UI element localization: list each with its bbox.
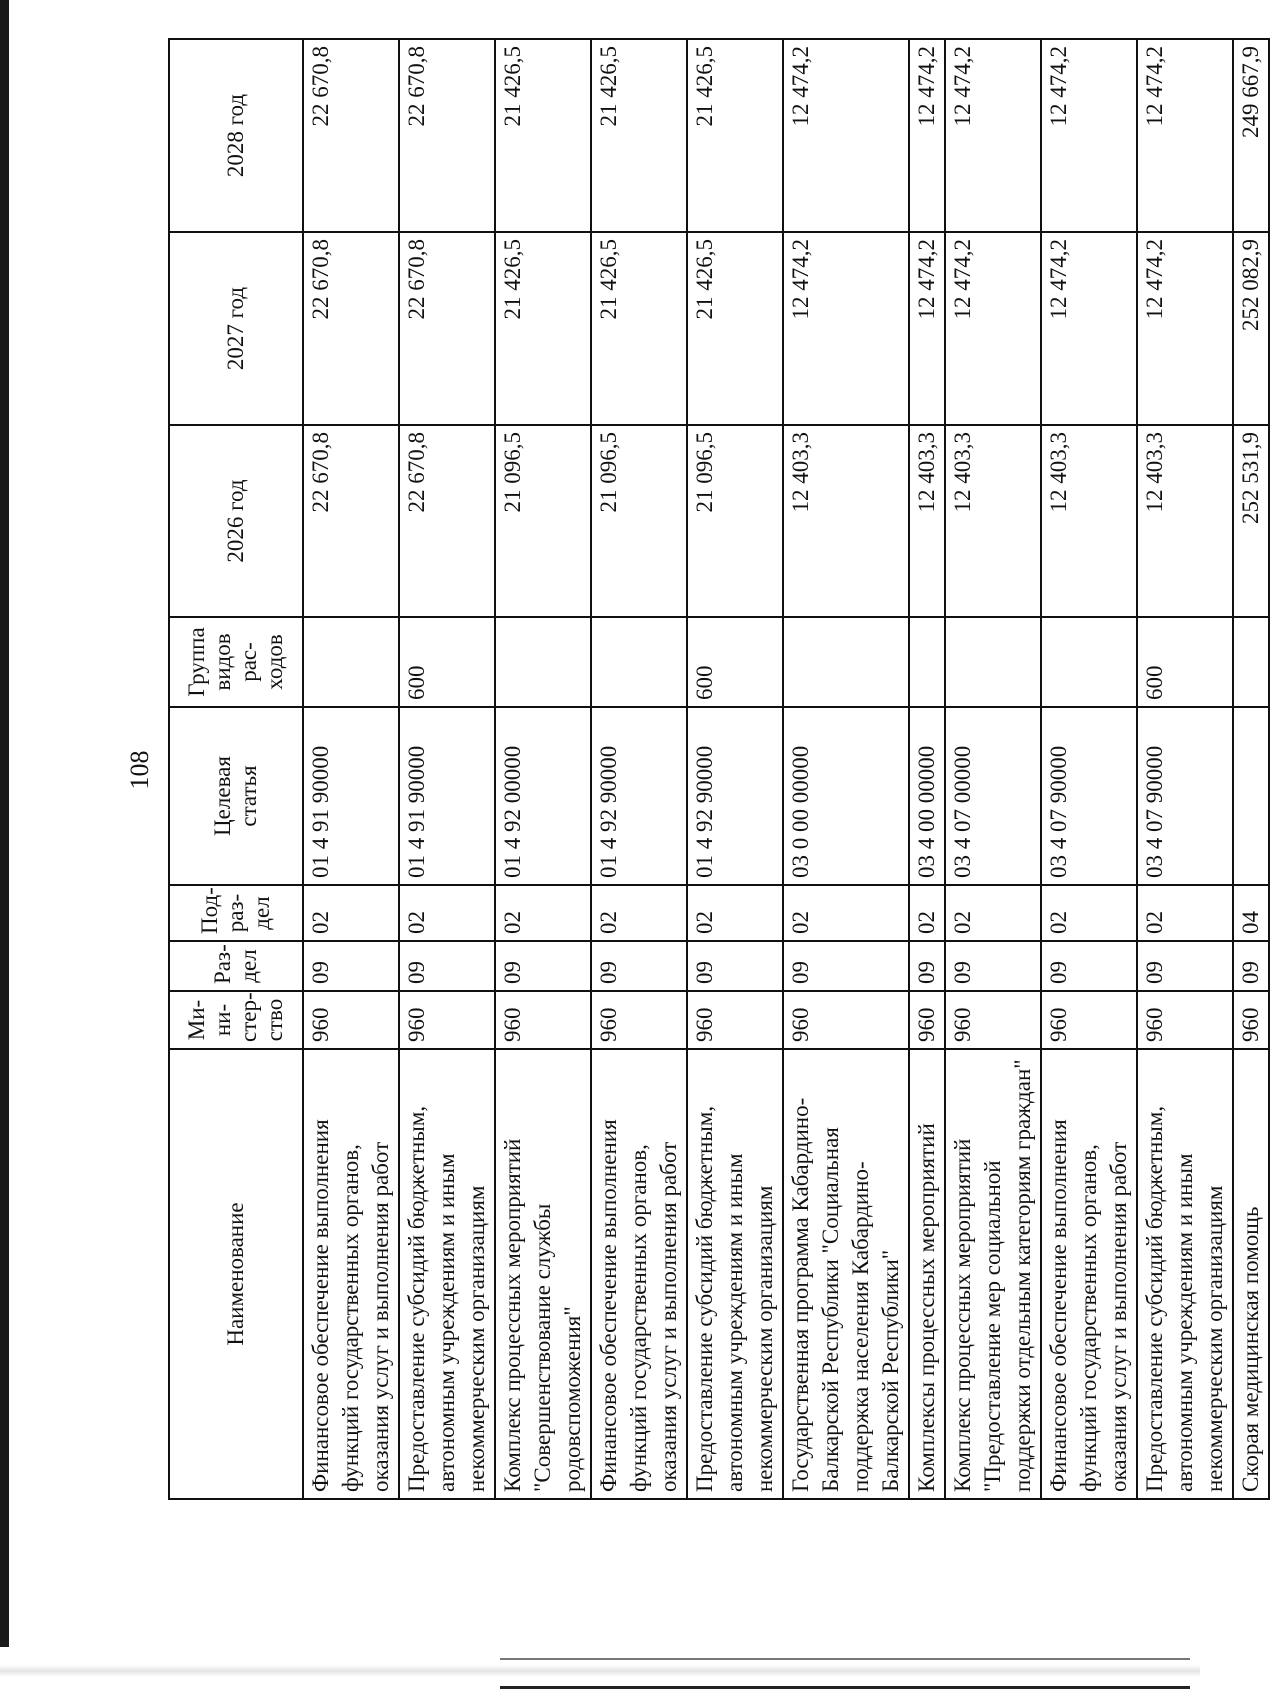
cell-subsection: 02 bbox=[495, 885, 591, 941]
cell-2028: 12 474,2 bbox=[945, 39, 1041, 232]
page-number: 108 bbox=[125, 750, 154, 790]
cell-target bbox=[1233, 707, 1269, 885]
cell-ministry: 960 bbox=[1233, 991, 1269, 1049]
cell-ministry: 960 bbox=[303, 991, 399, 1049]
cell-group: 600 bbox=[687, 617, 783, 707]
table-row bbox=[1041, 39, 1137, 1499]
table-row bbox=[399, 39, 495, 1499]
cell-name: Комплексы процессных мероприятий bbox=[909, 1049, 945, 1499]
cell-2026: 252 531,9 bbox=[1233, 425, 1269, 617]
cell-target: 03 4 00 00000 bbox=[909, 707, 945, 885]
cell-2026: 22 670,8 bbox=[399, 425, 495, 617]
cell-2027: 12 474,2 bbox=[1137, 232, 1233, 425]
cell-ministry: 960 bbox=[909, 991, 945, 1049]
cell-section: 09 bbox=[303, 941, 399, 991]
cell-subsection: 02 bbox=[591, 885, 687, 941]
table-row bbox=[1233, 39, 1269, 1499]
table-row bbox=[909, 39, 945, 1499]
table-body bbox=[303, 39, 1269, 1499]
cell-section: 09 bbox=[1233, 941, 1269, 991]
table-row bbox=[1137, 39, 1233, 1499]
table-header-row bbox=[169, 39, 303, 1499]
cell-ministry: 960 bbox=[1041, 991, 1137, 1049]
cell-subsection: 02 bbox=[783, 885, 909, 941]
cell-group bbox=[495, 617, 591, 707]
cell-group bbox=[1233, 617, 1269, 707]
header-2026: 2026 год bbox=[169, 425, 303, 617]
cell-target: 03 0 00 00000 bbox=[783, 707, 909, 885]
cell-2028: 249 667,9 bbox=[1233, 39, 1269, 232]
cell-2027: 12 474,2 bbox=[909, 232, 945, 425]
cell-2026: 12 403,3 bbox=[945, 425, 1041, 617]
header-2027: 2027 год bbox=[169, 232, 303, 425]
cell-2026: 21 096,5 bbox=[591, 425, 687, 617]
cell-section: 09 bbox=[399, 941, 495, 991]
table-row bbox=[783, 39, 909, 1499]
cell-target: 03 4 07 90000 bbox=[1137, 707, 1233, 885]
cell-subsection: 02 bbox=[909, 885, 945, 941]
cell-name: Государственная программа Кабардино-Балкарской Республики "Социальная поддержка населения Кабардино-Балкарской Республики" bbox=[783, 1049, 909, 1499]
cell-ministry: 960 bbox=[399, 991, 495, 1049]
cell-group bbox=[783, 617, 909, 707]
cell-2028: 12 474,2 bbox=[1041, 39, 1137, 232]
cell-group bbox=[1041, 617, 1137, 707]
table-row bbox=[687, 39, 783, 1499]
cell-2027: 21 426,5 bbox=[687, 232, 783, 425]
cell-2027: 12 474,2 bbox=[945, 232, 1041, 425]
cell-subsection: 04 bbox=[1233, 885, 1269, 941]
cell-2028: 21 426,5 bbox=[591, 39, 687, 232]
cell-group: 600 bbox=[399, 617, 495, 707]
cell-group: 600 bbox=[1137, 617, 1233, 707]
table-row bbox=[591, 39, 687, 1499]
cell-2028: 12 474,2 bbox=[783, 39, 909, 232]
cell-subsection: 02 bbox=[303, 885, 399, 941]
cell-2028: 21 426,5 bbox=[495, 39, 591, 232]
cell-2026: 12 403,3 bbox=[1041, 425, 1137, 617]
rotated-page bbox=[120, 40, 1263, 1500]
cell-name: Финансовое обеспечение выполнения функций государственных органов, оказания услуг и выполнения работ bbox=[591, 1049, 687, 1499]
cell-subsection: 02 bbox=[1041, 885, 1137, 941]
cell-2027: 21 426,5 bbox=[591, 232, 687, 425]
cell-ministry: 960 bbox=[591, 991, 687, 1049]
header-2028: 2028 год bbox=[169, 39, 303, 232]
cell-name: Предоставление субсидий бюджетным, автономным учреждениям и иным некоммерческим организациям bbox=[687, 1049, 783, 1499]
cell-section: 09 bbox=[1041, 941, 1137, 991]
header-group: Группа видов рас- ходов bbox=[169, 617, 303, 707]
header-name: Наименование bbox=[169, 1049, 303, 1499]
cell-target: 01 4 92 00000 bbox=[495, 707, 591, 885]
cell-2028: 12 474,2 bbox=[909, 39, 945, 232]
cell-2026: 21 096,5 bbox=[687, 425, 783, 617]
scan-artifact-bar bbox=[500, 1658, 1190, 1689]
cell-ministry: 960 bbox=[495, 991, 591, 1049]
cell-subsection: 02 bbox=[1137, 885, 1233, 941]
cell-2027: 252 082,9 bbox=[1233, 232, 1269, 425]
cell-target: 01 4 91 90000 bbox=[303, 707, 399, 885]
header-target: Целевая статья bbox=[169, 707, 303, 885]
cell-name: Комплекс процессных мероприятий "Предоставление мер социальной поддержки отдельным категориям граждан" bbox=[945, 1049, 1041, 1499]
table-row bbox=[303, 39, 399, 1499]
cell-target: 01 4 92 90000 bbox=[591, 707, 687, 885]
cell-2026: 22 670,8 bbox=[303, 425, 399, 617]
header-subsection: Под- раз- дел bbox=[169, 885, 303, 941]
cell-name: Комплекс процессных мероприятий "Совершенствование службы родовспоможения" bbox=[495, 1049, 591, 1499]
cell-name: Предоставление субсидий бюджетным, автономным учреждениям и иным некоммерческим организациям bbox=[399, 1049, 495, 1499]
cell-2026: 12 403,3 bbox=[1137, 425, 1233, 617]
cell-section: 09 bbox=[1137, 941, 1233, 991]
cell-group bbox=[909, 617, 945, 707]
cell-name: Финансовое обеспечение выполнения функций государственных органов, оказания услуг и выполнения работ bbox=[1041, 1049, 1137, 1499]
header-section: Раз- дел bbox=[169, 941, 303, 991]
cell-target: 01 4 92 90000 bbox=[687, 707, 783, 885]
cell-2027: 12 474,2 bbox=[783, 232, 909, 425]
cell-group bbox=[945, 617, 1041, 707]
cell-subsection: 02 bbox=[399, 885, 495, 941]
cell-2028: 21 426,5 bbox=[687, 39, 783, 232]
cell-target: 03 4 07 90000 bbox=[1041, 707, 1137, 885]
cell-target: 03 4 07 00000 bbox=[945, 707, 1041, 885]
cell-2028: 22 670,8 bbox=[399, 39, 495, 232]
cell-section: 09 bbox=[909, 941, 945, 991]
scan-border-left bbox=[0, 0, 9, 1695]
cell-subsection: 02 bbox=[945, 885, 1041, 941]
cell-2027: 22 670,8 bbox=[303, 232, 399, 425]
cell-2026: 12 403,3 bbox=[783, 425, 909, 617]
cell-ministry: 960 bbox=[783, 991, 909, 1049]
cell-2026: 21 096,5 bbox=[495, 425, 591, 617]
cell-2027: 21 426,5 bbox=[495, 232, 591, 425]
cell-section: 09 bbox=[591, 941, 687, 991]
cell-ministry: 960 bbox=[687, 991, 783, 1049]
cell-2027: 22 670,8 bbox=[399, 232, 495, 425]
budget-table bbox=[168, 38, 1270, 1500]
table-row bbox=[495, 39, 591, 1499]
cell-2028: 12 474,2 bbox=[1137, 39, 1233, 232]
cell-section: 09 bbox=[945, 941, 1041, 991]
cell-2027: 12 474,2 bbox=[1041, 232, 1137, 425]
cell-2026: 12 403,3 bbox=[909, 425, 945, 617]
header-ministry: Ми- ни- стер- ство bbox=[169, 991, 303, 1049]
cell-2028: 22 670,8 bbox=[303, 39, 399, 232]
cell-ministry: 960 bbox=[945, 991, 1041, 1049]
cell-name: Финансовое обеспечение выполнения функций государственных органов, оказания услуг и выполнения работ bbox=[303, 1049, 399, 1499]
scan-border-bottom bbox=[0, 1647, 1200, 1695]
cell-section: 09 bbox=[495, 941, 591, 991]
table-row bbox=[945, 39, 1041, 1499]
cell-subsection: 02 bbox=[687, 885, 783, 941]
cell-section: 09 bbox=[783, 941, 909, 991]
cell-ministry: 960 bbox=[1137, 991, 1233, 1049]
cell-target: 01 4 91 90000 bbox=[399, 707, 495, 885]
cell-group bbox=[591, 617, 687, 707]
cell-name: Предоставление субсидий бюджетным, автономным учреждениям и иным некоммерческим организациям bbox=[1137, 1049, 1233, 1499]
cell-name: Скорая медицинская помощь bbox=[1233, 1049, 1269, 1499]
cell-group bbox=[303, 617, 399, 707]
cell-section: 09 bbox=[687, 941, 783, 991]
